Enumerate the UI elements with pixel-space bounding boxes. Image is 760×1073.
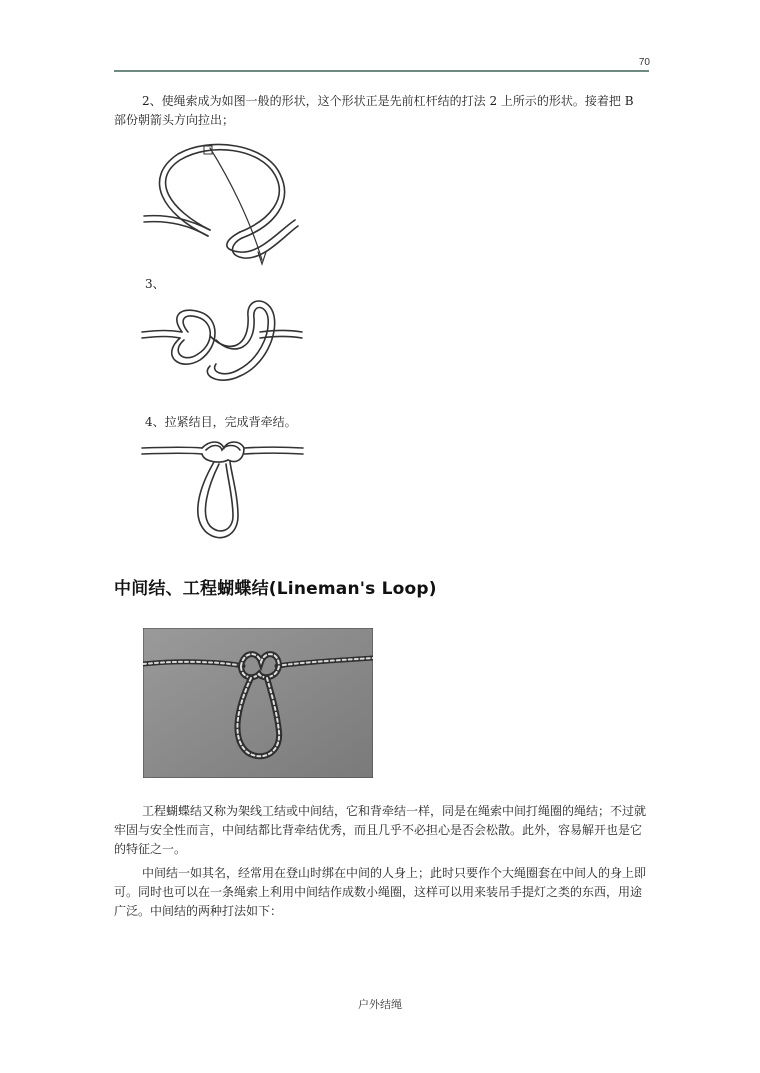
- step3-label: 3、: [145, 277, 165, 291]
- header-rule: [114, 70, 649, 72]
- step2-text: 2、使绳索成为如图一般的形状，这个形状正是先前杠杆结的打法 2 上所示的形状。接着把 B 部份朝箭头方向拉出；: [114, 94, 634, 127]
- paragraph-2: 中间结一如其名，经常用在登山时绑在中间的人身上；此时只要作个大绳圈套在中间人的身上即可。同时也可以在一条绳索上利用中间结作成数小绳圈，这样可以用来装吊手提灯之类的东西，用途广泛。中间结的两种打法如下：: [114, 866, 647, 918]
- step4-label: 4、拉紧结目，完成背牵结。: [145, 415, 297, 429]
- paragraph-1: 工程蝴蝶结又称为架线工结或中间结，它和背牵结一样，同是在绳索中间打绳圈的绳结；不过就牢固与安全性而言，中间结都比背牵结优秀，而且几乎不必担心是否会松散。此外，容易解开也是它的特征之一。: [114, 804, 647, 856]
- knot-photo: [143, 628, 373, 778]
- step3-diagram: [140, 296, 305, 396]
- section-heading: 中间结、工程蝴蝶结(Lineman's Loop): [114, 579, 437, 599]
- step4-diagram: [140, 436, 305, 546]
- page-number: 70: [638, 57, 650, 68]
- step2-diagram: [140, 140, 300, 270]
- page-footer: 户外结绳: [358, 998, 402, 1011]
